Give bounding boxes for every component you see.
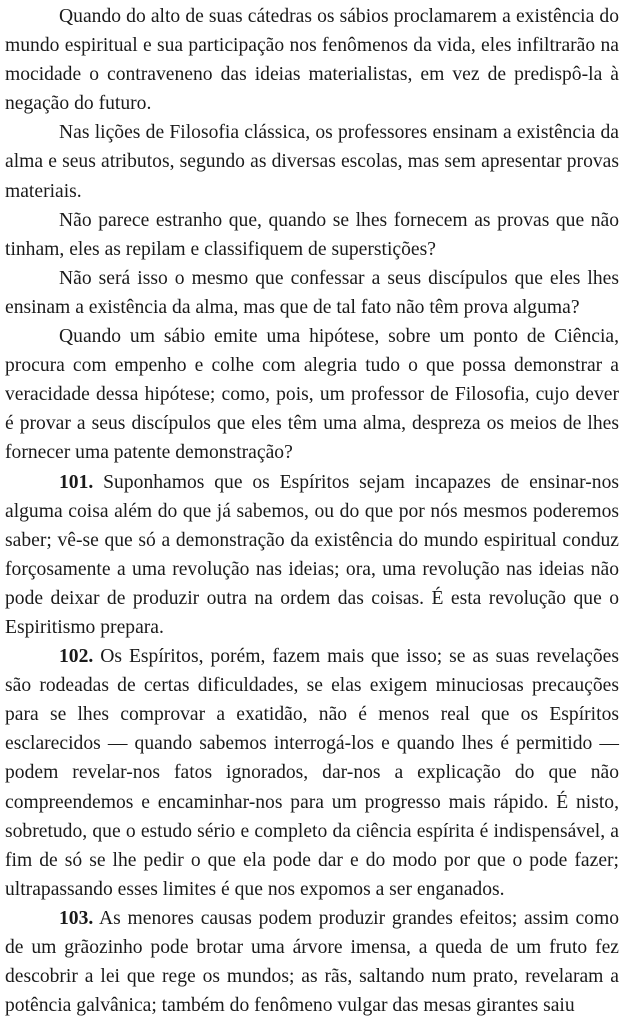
- paragraph-101: [5, 468, 619, 643]
- paragraph-number: 101.: [59, 471, 94, 493]
- paragraph: [5, 2, 619, 118]
- paragraph-text: As menores causas podem produzir grandes efeitos; assim como de um grãozinho pode brotar uma árvore imensa, a queda de um fruto fez descobrir a lei que rege os mundos; as rãs, saltando num prato, revelaram a potência galvânica; também do fenômeno vulgar das mesas girantes saiu: [5, 907, 619, 1017]
- paragraph: [5, 322, 619, 467]
- paragraph-text: Suponhamos que os Espíritos sejam incapazes de ensinar-nos alguma coisa além do que já sabemos, ou do que por nós mesmos poderemos saber; vê-se que só a demonstração da existência do mundo espiritual conduz forçosamente a uma revolução nas ideias; ora, uma revolução nas ideias não pode deixar de produzir outra na ordem das coisas. É esta revolução que o Espiritismo prepara.: [5, 471, 619, 638]
- paragraph-number: 103.: [59, 907, 94, 929]
- paragraph-text: Os Espíritos, porém, fazem mais que isso; se as suas revelações são rodeadas de certas dificuldades, se elas exigem minuciosas precauções para se lhes comprovar a exatidão, não é menos real que os Espíritos esclarecidos — quando sabemos interrogá-los e quando lhes é permitido — podem revelar-nos fatos ignorados, dar-nos a explicação do que não compreendemos e encaminhar-nos para um progresso mais rápido. É nisto, sobretudo, que o estudo sério e completo da ciência espírita é indispensável, a fim de só se lhe pedir o que ela pode dar e do modo por que o pode fazer; ultrapassando esses limites é que nos expomos a ser enganados.: [5, 646, 619, 900]
- paragraph-103: [5, 904, 619, 1020]
- paragraph-102: [5, 642, 619, 904]
- paragraph: [5, 118, 619, 205]
- document-page: [5, 0, 619, 1020]
- paragraph-text: Quando do alto de suas cátedras os sábios proclamarem a existência do mundo espiritual e sua participação nos fenômenos da vida, eles infiltrarão na mocidade o contraveneno das ideias materialistas, em vez de predispô-la à negação do futuro.: [5, 6, 619, 115]
- paragraph: [5, 264, 619, 322]
- paragraph-number: 102.: [59, 646, 94, 668]
- paragraph-text: Nas lições de Filosofia clássica, os professores ensinam a existência da alma e seus atributos, segundo as diversas escolas, mas sem apresentar provas materiais.: [5, 122, 619, 202]
- paragraph-text: Quando um sábio emite uma hipótese, sobre um ponto de Ciência, procura com empenho e colhe com alegria tudo o que possa demonstrar a veracidade dessa hipótese; como, pois, um professor de Filosofia, cujo dever é provar a seus discípulos que eles têm uma alma, despreza os meios de lhes fornecer uma patente demonstração?: [5, 326, 619, 464]
- paragraph: [5, 206, 619, 264]
- paragraph-text: Não será isso o mesmo que confessar a seus discípulos que eles lhes ensinam a existência da alma, mas que de tal fato não têm prova alguma?: [5, 267, 619, 318]
- paragraph-text: Não parece estranho que, quando se lhes fornecem as provas que não tinham, eles as repilam e classifiquem de superstições?: [5, 209, 619, 260]
